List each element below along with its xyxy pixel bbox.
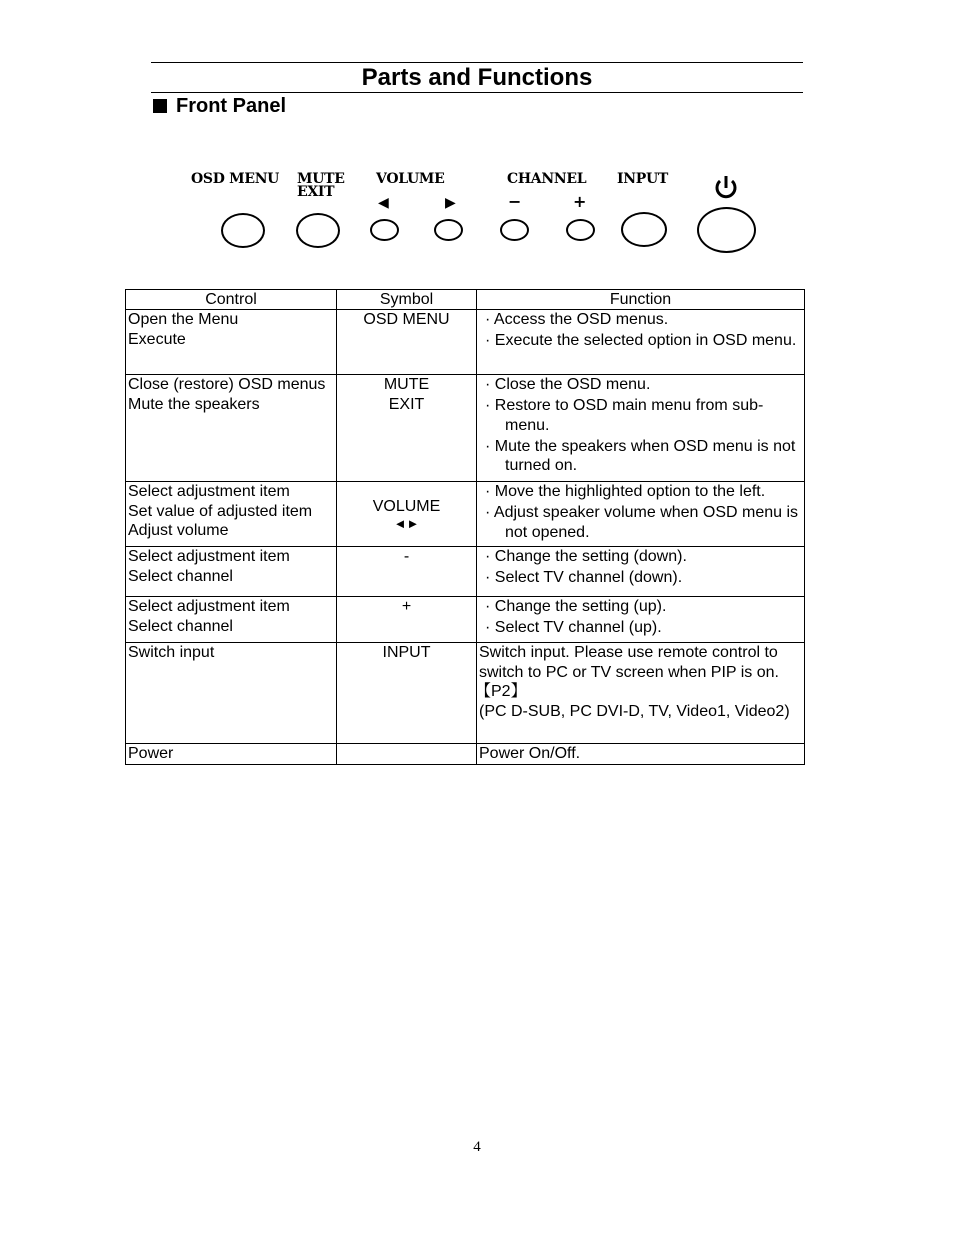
mute-exit-button[interactable] — [296, 213, 340, 248]
control-line: Open the Menu — [128, 311, 239, 328]
table-header-row — [126, 290, 805, 310]
function-bullet: · Close the OSD menu. — [485, 376, 651, 393]
volume-right-button[interactable] — [434, 219, 463, 241]
control-line: Select channel — [128, 617, 233, 635]
power-button[interactable] — [697, 207, 756, 253]
symbol-line: + — [401, 598, 412, 615]
symbol-cell — [337, 310, 477, 375]
symbol-line: - — [403, 548, 410, 565]
table-row — [126, 597, 805, 643]
osd-menu-button[interactable] — [221, 213, 265, 248]
table-row — [126, 643, 805, 744]
header-control: Control — [126, 290, 337, 310]
control-line: Close (restore) OSD menus — [128, 376, 326, 393]
table-row — [126, 375, 805, 482]
function-bullet: · Access the OSD menus. — [485, 311, 669, 328]
function-cell — [477, 310, 805, 375]
power-icon — [711, 175, 741, 201]
function-bullet: · Select TV channel (up). — [485, 619, 662, 636]
function-bullet: · Adjust speaker volume when OSD menu is not opened. — [485, 504, 799, 541]
function-cell — [477, 375, 805, 482]
symbol-cell — [337, 482, 477, 547]
function-line: (PC D-SUB, PC DVI-D, TV, Video1, Video2) — [479, 702, 790, 720]
control-line: Execute — [128, 330, 186, 348]
volume-label: VOLUME — [376, 171, 445, 187]
control-line: Select adjustment item — [128, 548, 290, 565]
symbol-cell — [337, 643, 477, 744]
control-cell — [126, 643, 337, 744]
table-row — [126, 744, 805, 765]
function-bullet: · Change the setting (down). — [485, 548, 687, 565]
symbol-cell — [337, 597, 477, 643]
control-line: Adjust volume — [128, 522, 229, 539]
symbol-cell — [337, 744, 477, 765]
control-cell — [126, 375, 337, 482]
table-row — [126, 482, 805, 547]
control-line: Select adjustment item — [128, 598, 290, 615]
function-cell — [477, 547, 805, 597]
symbol-cell — [337, 547, 477, 597]
function-cell — [477, 744, 805, 765]
controls-table — [125, 289, 805, 765]
mute-label: MUTE — [297, 171, 345, 187]
control-line: Power — [128, 745, 174, 762]
function-line: 【P2】 — [475, 683, 527, 700]
symbol-line: EXIT — [388, 395, 425, 413]
front-panel-diagram — [0, 0, 954, 280]
control-line: Select channel — [128, 567, 233, 585]
function-cell — [477, 482, 805, 547]
function-bullet: · Execute the selected option in OSD menu. — [485, 332, 797, 349]
control-line: Switch input — [128, 644, 215, 661]
function-cell — [477, 597, 805, 643]
volume-left-arrow-icon: ◀ — [378, 195, 389, 211]
control-cell — [126, 597, 337, 643]
control-line: Set value of adjusted item — [128, 502, 313, 520]
input-label: INPUT — [617, 171, 669, 187]
function-bullet: · Select TV channel (down). — [485, 569, 683, 586]
channel-minus-icon: − — [508, 192, 522, 211]
control-cell — [126, 482, 337, 547]
control-cell — [126, 744, 337, 765]
symbol-line: INPUT — [382, 644, 431, 661]
function-bullet: · Restore to OSD main menu from sub-menu. — [485, 397, 764, 434]
channel-plus-icon: + — [573, 192, 587, 211]
header-symbol: Symbol — [337, 290, 477, 310]
osd-menu-label: OSD MENU — [191, 171, 280, 187]
input-button[interactable] — [621, 212, 667, 247]
function-bullet: · Mute the speakers when OSD menu is not turned on. — [485, 437, 796, 474]
table-row — [126, 547, 805, 597]
page-number: 4 — [473, 1139, 481, 1155]
function-bullet: · Move the highlighted option to the left. — [485, 483, 766, 500]
header-function: Function — [477, 290, 805, 310]
channel-down-button[interactable] — [500, 219, 529, 241]
exit-label: EXIT — [297, 184, 335, 200]
table-row — [126, 310, 805, 375]
function-cell — [477, 643, 805, 744]
symbol-line: OSD MENU — [363, 311, 450, 328]
function-line: Power On/Off. — [479, 745, 581, 762]
volume-arrows-icon: ◄► — [393, 516, 420, 532]
symbol-cell — [337, 375, 477, 482]
symbol-line: MUTE — [383, 376, 430, 393]
volume-left-button[interactable] — [370, 219, 399, 241]
control-line: Mute the speakers — [128, 395, 260, 413]
function-bullet: · Change the setting (up). — [485, 598, 667, 615]
control-line: Select adjustment item — [128, 483, 290, 500]
function-line: Switch input. Please use remote control to switch to PC or TV screen when PIP is on. — [479, 644, 779, 681]
page-title: Parts and Functions — [361, 64, 593, 91]
control-cell — [126, 547, 337, 597]
volume-right-arrow-icon: ▶ — [445, 195, 456, 211]
control-cell — [126, 310, 337, 375]
channel-up-button[interactable] — [566, 219, 595, 241]
section-heading-text: Front Panel — [176, 95, 287, 117]
symbol-line: VOLUME — [372, 497, 441, 515]
channel-label: CHANNEL — [507, 171, 587, 187]
